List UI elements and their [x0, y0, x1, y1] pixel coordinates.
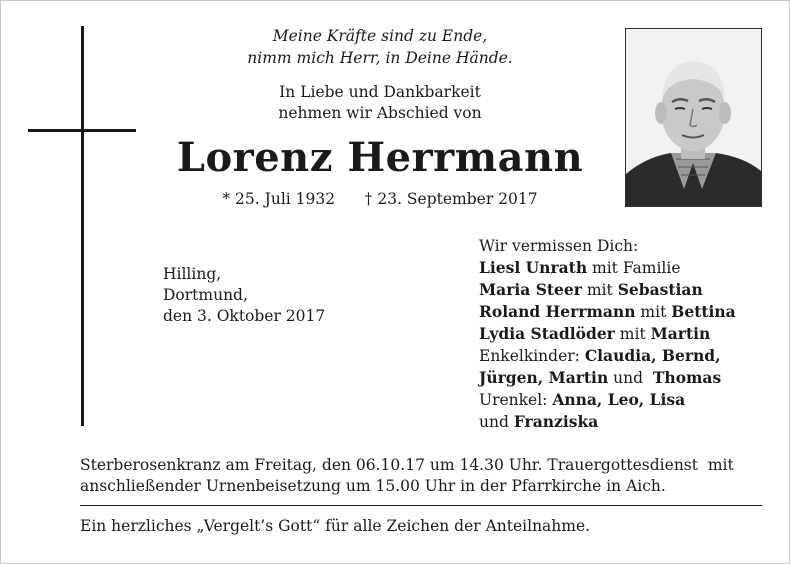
- mourner-line: Enkelkinder: Claudia, Bernd,: [479, 346, 721, 365]
- service-notice: [80, 455, 765, 497]
- cross-vertical-bar: [81, 26, 84, 426]
- thanks-line: Ein herzliches „Vergelt’s Gott“ für alle Zeichen der Anteilnahme.: [80, 517, 591, 535]
- divider-line: [80, 505, 762, 506]
- mourners-heading: Wir vermissen Dich:: [479, 237, 639, 255]
- intro-line-2: nehmen wir Abschied von: [278, 104, 482, 122]
- place-line-3: den 3. Oktober 2017: [163, 307, 326, 325]
- mourner-line: Lydia Stadlöder mit Martin: [479, 324, 711, 343]
- mourners-list: [479, 236, 736, 433]
- mourner-line: Urenkel: Anna, Leo, Lisa: [479, 390, 686, 409]
- mourner-line: Liesl Unrath mit Familie: [479, 258, 681, 277]
- deceased-name: Lorenz Herrmann: [176, 134, 584, 181]
- mourner-line: Maria Steer mit Sebastian: [479, 280, 703, 299]
- mourner-line: Roland Herrmann mit Bettina: [479, 302, 736, 321]
- place-and-date: [163, 264, 325, 327]
- verse-line-2: nimm mich Herr, in Deine Hände.: [247, 49, 513, 67]
- life-dates: * 25. Juli 1932 † 23. September 2017: [222, 190, 538, 208]
- place-line-2: Dortmund,: [163, 286, 248, 304]
- portrait-image: [626, 29, 761, 206]
- portrait-photo: [625, 28, 762, 207]
- place-line-1: Hilling,: [163, 265, 222, 283]
- cross-horizontal-bar: [28, 129, 136, 132]
- notice-line-1: Sterberosenkranz am Freitag, den 06.10.17 um 14.30 Uhr. Trauergottesdienst mit: [80, 456, 734, 474]
- intro-line-1: In Liebe und Dankbarkeit: [279, 83, 481, 101]
- mourner-line: Jürgen, Martin und Thomas: [479, 368, 722, 387]
- notice-line-2: anschließender Urnenbeisetzung um 15.00 Uhr in der Pfarrkirche in Aich.: [80, 477, 666, 495]
- verse-line-1: Meine Kräfte sind zu Ende,: [272, 27, 488, 45]
- mourner-line: und Franziska: [479, 412, 599, 431]
